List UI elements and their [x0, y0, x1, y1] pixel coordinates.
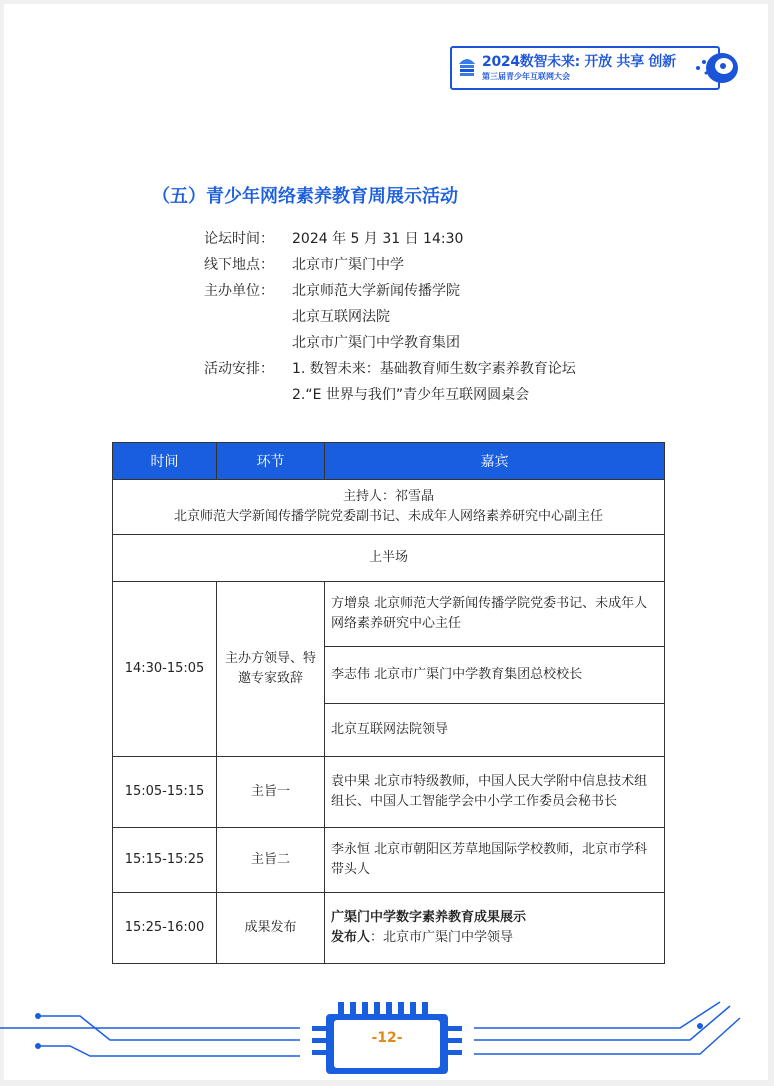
info-place-row	[204, 252, 576, 278]
host-label: 主办单位：	[204, 283, 274, 299]
arrange-item: 1. 数智未来：基础教育师生数字素养教育论坛	[292, 361, 576, 377]
time-cell: 15:15-15:25	[113, 828, 217, 893]
segment-cell: 主旨二	[217, 828, 325, 893]
time-value: 2024 年 5 月 31 日 14:30	[292, 231, 464, 247]
host-item: 北京市广渠门中学教育集团	[292, 335, 460, 351]
segment-cell: 成果发布	[217, 893, 325, 964]
table-row	[113, 757, 665, 828]
guest-cell: 李志伟 北京市广渠门中学教育集团总校校长	[325, 647, 665, 704]
arrange-label: 活动安排：	[204, 361, 274, 377]
moderator-title: 北京师范大学新闻传播学院党委副书记、未成年人网络素养研究中心副主任	[173, 509, 603, 524]
publisher-label: 发布人	[331, 930, 371, 945]
info-host-row	[204, 278, 576, 356]
page	[4, 4, 768, 1080]
header-banner	[450, 46, 720, 90]
header-guests: 嘉宾	[325, 443, 665, 480]
moderator-row	[113, 480, 665, 535]
robot-decoration-icon	[692, 46, 744, 90]
section-title: （五）青少年网络素养教育周展示活动	[152, 186, 458, 207]
schedule-table	[112, 442, 665, 964]
table-row	[113, 893, 665, 964]
conference-logo-icon	[456, 54, 478, 78]
guest-cell: 方增泉 北京师范大学新闻传播学院党委书记、未成年人网络素养研究中心主任	[325, 582, 665, 647]
guest-cell: 袁中果 北京市特级教师，中国人民大学附中信息技术组组长、中国人工智能学会中小学工作委员会秘书长	[325, 757, 665, 828]
table-row	[113, 582, 665, 647]
segment-cell: 主办方领导、特邀专家致辞	[217, 582, 325, 757]
event-info	[204, 226, 576, 408]
guest-cell	[325, 893, 665, 964]
banner-subtitle: 第三届青少年互联网大会	[482, 72, 570, 81]
place-label: 线下地点：	[204, 257, 274, 273]
segment-cell: 主旨一	[217, 757, 325, 828]
time-cell: 14:30-15:05	[113, 582, 217, 757]
info-arrange-row	[204, 356, 576, 408]
guest-cell: 李永恒 北京市朝阳区芳草地国际学校教师，北京市学科带头人	[325, 828, 665, 893]
guest-cell: 北京互联网法院领导	[325, 704, 665, 757]
first-half-row	[113, 535, 665, 582]
page-number: -12-	[371, 1030, 403, 1046]
time-cell: 15:25-16:00	[113, 893, 217, 964]
table-header-row	[113, 443, 665, 480]
arrange-item: 2.“E 世界与我们”青少年互联网圆桌会	[292, 387, 530, 403]
place-value: 北京市广渠门中学	[292, 257, 404, 273]
time-cell: 15:05-15:15	[113, 757, 217, 828]
header-segment: 环节	[217, 443, 325, 480]
host-item: 北京互联网法院	[292, 309, 390, 325]
header-time: 时间	[113, 443, 217, 480]
publisher-value: ：北京市广渠门中学领导	[370, 930, 514, 945]
banner-title: 2024数智未来: 开放 共享 创新	[482, 54, 676, 70]
table-row	[113, 828, 665, 893]
first-half-cell: 上半场	[113, 535, 665, 582]
time-label: 论坛时间：	[204, 231, 274, 247]
result-title: 广渠门中学数字素养教育成果展示	[331, 910, 527, 925]
moderator-cell	[113, 480, 665, 535]
moderator-name: 主持人：祁雪晶	[342, 489, 434, 504]
host-item: 北京师范大学新闻传播学院	[292, 283, 460, 299]
info-time-row	[204, 226, 576, 252]
